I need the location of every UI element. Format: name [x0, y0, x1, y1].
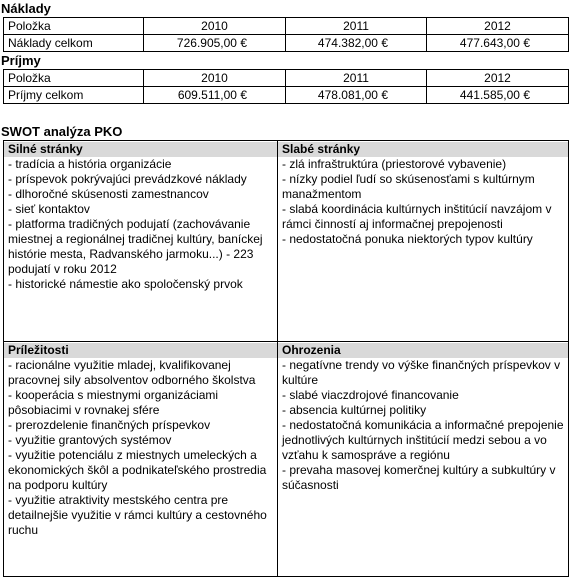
list-item: - slabá koordinácia kultúrnych inštitúcií navzájom v rámci činností aj informačnej prepojenosti	[282, 202, 552, 231]
costs-heading: Náklady	[1, 1, 51, 16]
threats-list	[282, 358, 565, 493]
list-item: - prevaha masovej komerčnej kultúry a subkultúry v súčasnosti	[282, 463, 556, 492]
strengths-list	[8, 157, 274, 292]
row-label: Náklady celkom	[4, 35, 144, 52]
header-cell: 2012	[427, 18, 569, 35]
opportunities-heading: Príležitosti	[4, 343, 277, 358]
list-item: - prerozdelenie finančných príspevkov	[8, 418, 211, 432]
list-item: - príspevok pokrývajúci prevádzkové náklady	[8, 172, 247, 186]
weaknesses-list	[282, 157, 565, 247]
list-item: - využitie potenciálu z miestnych umeleckých a ekonomických škôl a podnikateľského prostredia na podporu kultúry	[8, 448, 267, 492]
value-cell: 478.081,00 €	[286, 87, 427, 104]
list-item: - sieť kontaktov	[8, 202, 90, 216]
strengths-cell	[4, 141, 277, 341]
value-cell: 477.643,00 €	[427, 35, 569, 52]
list-item: - využitie grantových systémov	[8, 433, 172, 447]
header-cell: 2010	[144, 70, 286, 87]
list-item: - nízky podiel ľudí so skúsenosťami s kultúrnym manažmentom	[282, 172, 535, 201]
opportunities-list	[8, 358, 274, 538]
table-header-row	[4, 70, 569, 87]
threats-cell	[278, 342, 568, 576]
value-cell: 726.905,00 €	[144, 35, 286, 52]
list-item: - zlá infraštruktúra (priestorové vybavenie)	[282, 157, 507, 171]
costs-table	[3, 17, 569, 52]
list-item: - absencia kultúrnej politiky	[282, 403, 427, 417]
header-cell: Položka	[4, 18, 144, 35]
opportunities-cell	[4, 342, 277, 576]
value-cell: 609.511,00 €	[144, 87, 286, 104]
list-item: - tradícia a história organizácie	[8, 157, 172, 171]
list-item: - historické námestie ako spoločenský prvok	[8, 277, 243, 291]
list-item: - nedostatočná ponuka niektorých typov kultúry	[282, 232, 533, 246]
header-cell: 2011	[286, 18, 427, 35]
value-cell: 474.382,00 €	[286, 35, 427, 52]
list-item: - využitie atraktivity mestského centra pre detailnejšie využitie v rámci kultúry a cestovného ruchu	[8, 493, 267, 537]
list-item: - dlhoročné skúsenosti zamestnancov	[8, 187, 209, 201]
income-table	[3, 69, 569, 104]
table-row	[4, 35, 569, 52]
list-item: - kooperácia s miestnymi organizáciami pôsobiacimi v rovnakej sfére	[8, 388, 219, 417]
list-item: - platforma tradičných podujatí (zachovávanie miestnej a regionálnej tradičnej kultúry, baníckej histórie mesta, Radvanského jarmoku...) - 223 podujatí v roku 2012	[8, 217, 263, 276]
header-cell: 2012	[427, 70, 569, 87]
swot-title: SWOT analýza PKO	[1, 124, 123, 139]
weaknesses-heading: Slabé stránky	[278, 142, 568, 157]
header-cell: 2010	[144, 18, 286, 35]
threats-heading: Ohrozenia	[278, 343, 568, 358]
weaknesses-cell	[278, 141, 568, 341]
strengths-heading: Silné stránky	[4, 142, 277, 157]
list-item: - negatívne trendy vo výške finančných príspevkov v kultúre	[282, 358, 561, 387]
income-heading: Príjmy	[1, 53, 41, 68]
table-row	[4, 87, 569, 104]
header-cell: Položka	[4, 70, 144, 87]
table-header-row	[4, 18, 569, 35]
value-cell: 441.585,00 €	[427, 87, 569, 104]
list-item: - racionálne využitie mladej, kvalifikovanej pracovnej sily absolventov odborného školstva	[8, 358, 256, 387]
header-cell: 2011	[286, 70, 427, 87]
list-item: - nedostatočná komunikácia a informačné prepojenie jednotlivých kultúrnych inštitúcií medzi sebou a vo vzťahu k samospráve a regiónu	[282, 418, 564, 462]
list-item: - slabé viaczdrojové financovanie	[282, 388, 459, 402]
row-label: Príjmy celkom	[4, 87, 144, 104]
swot-table	[3, 140, 569, 577]
